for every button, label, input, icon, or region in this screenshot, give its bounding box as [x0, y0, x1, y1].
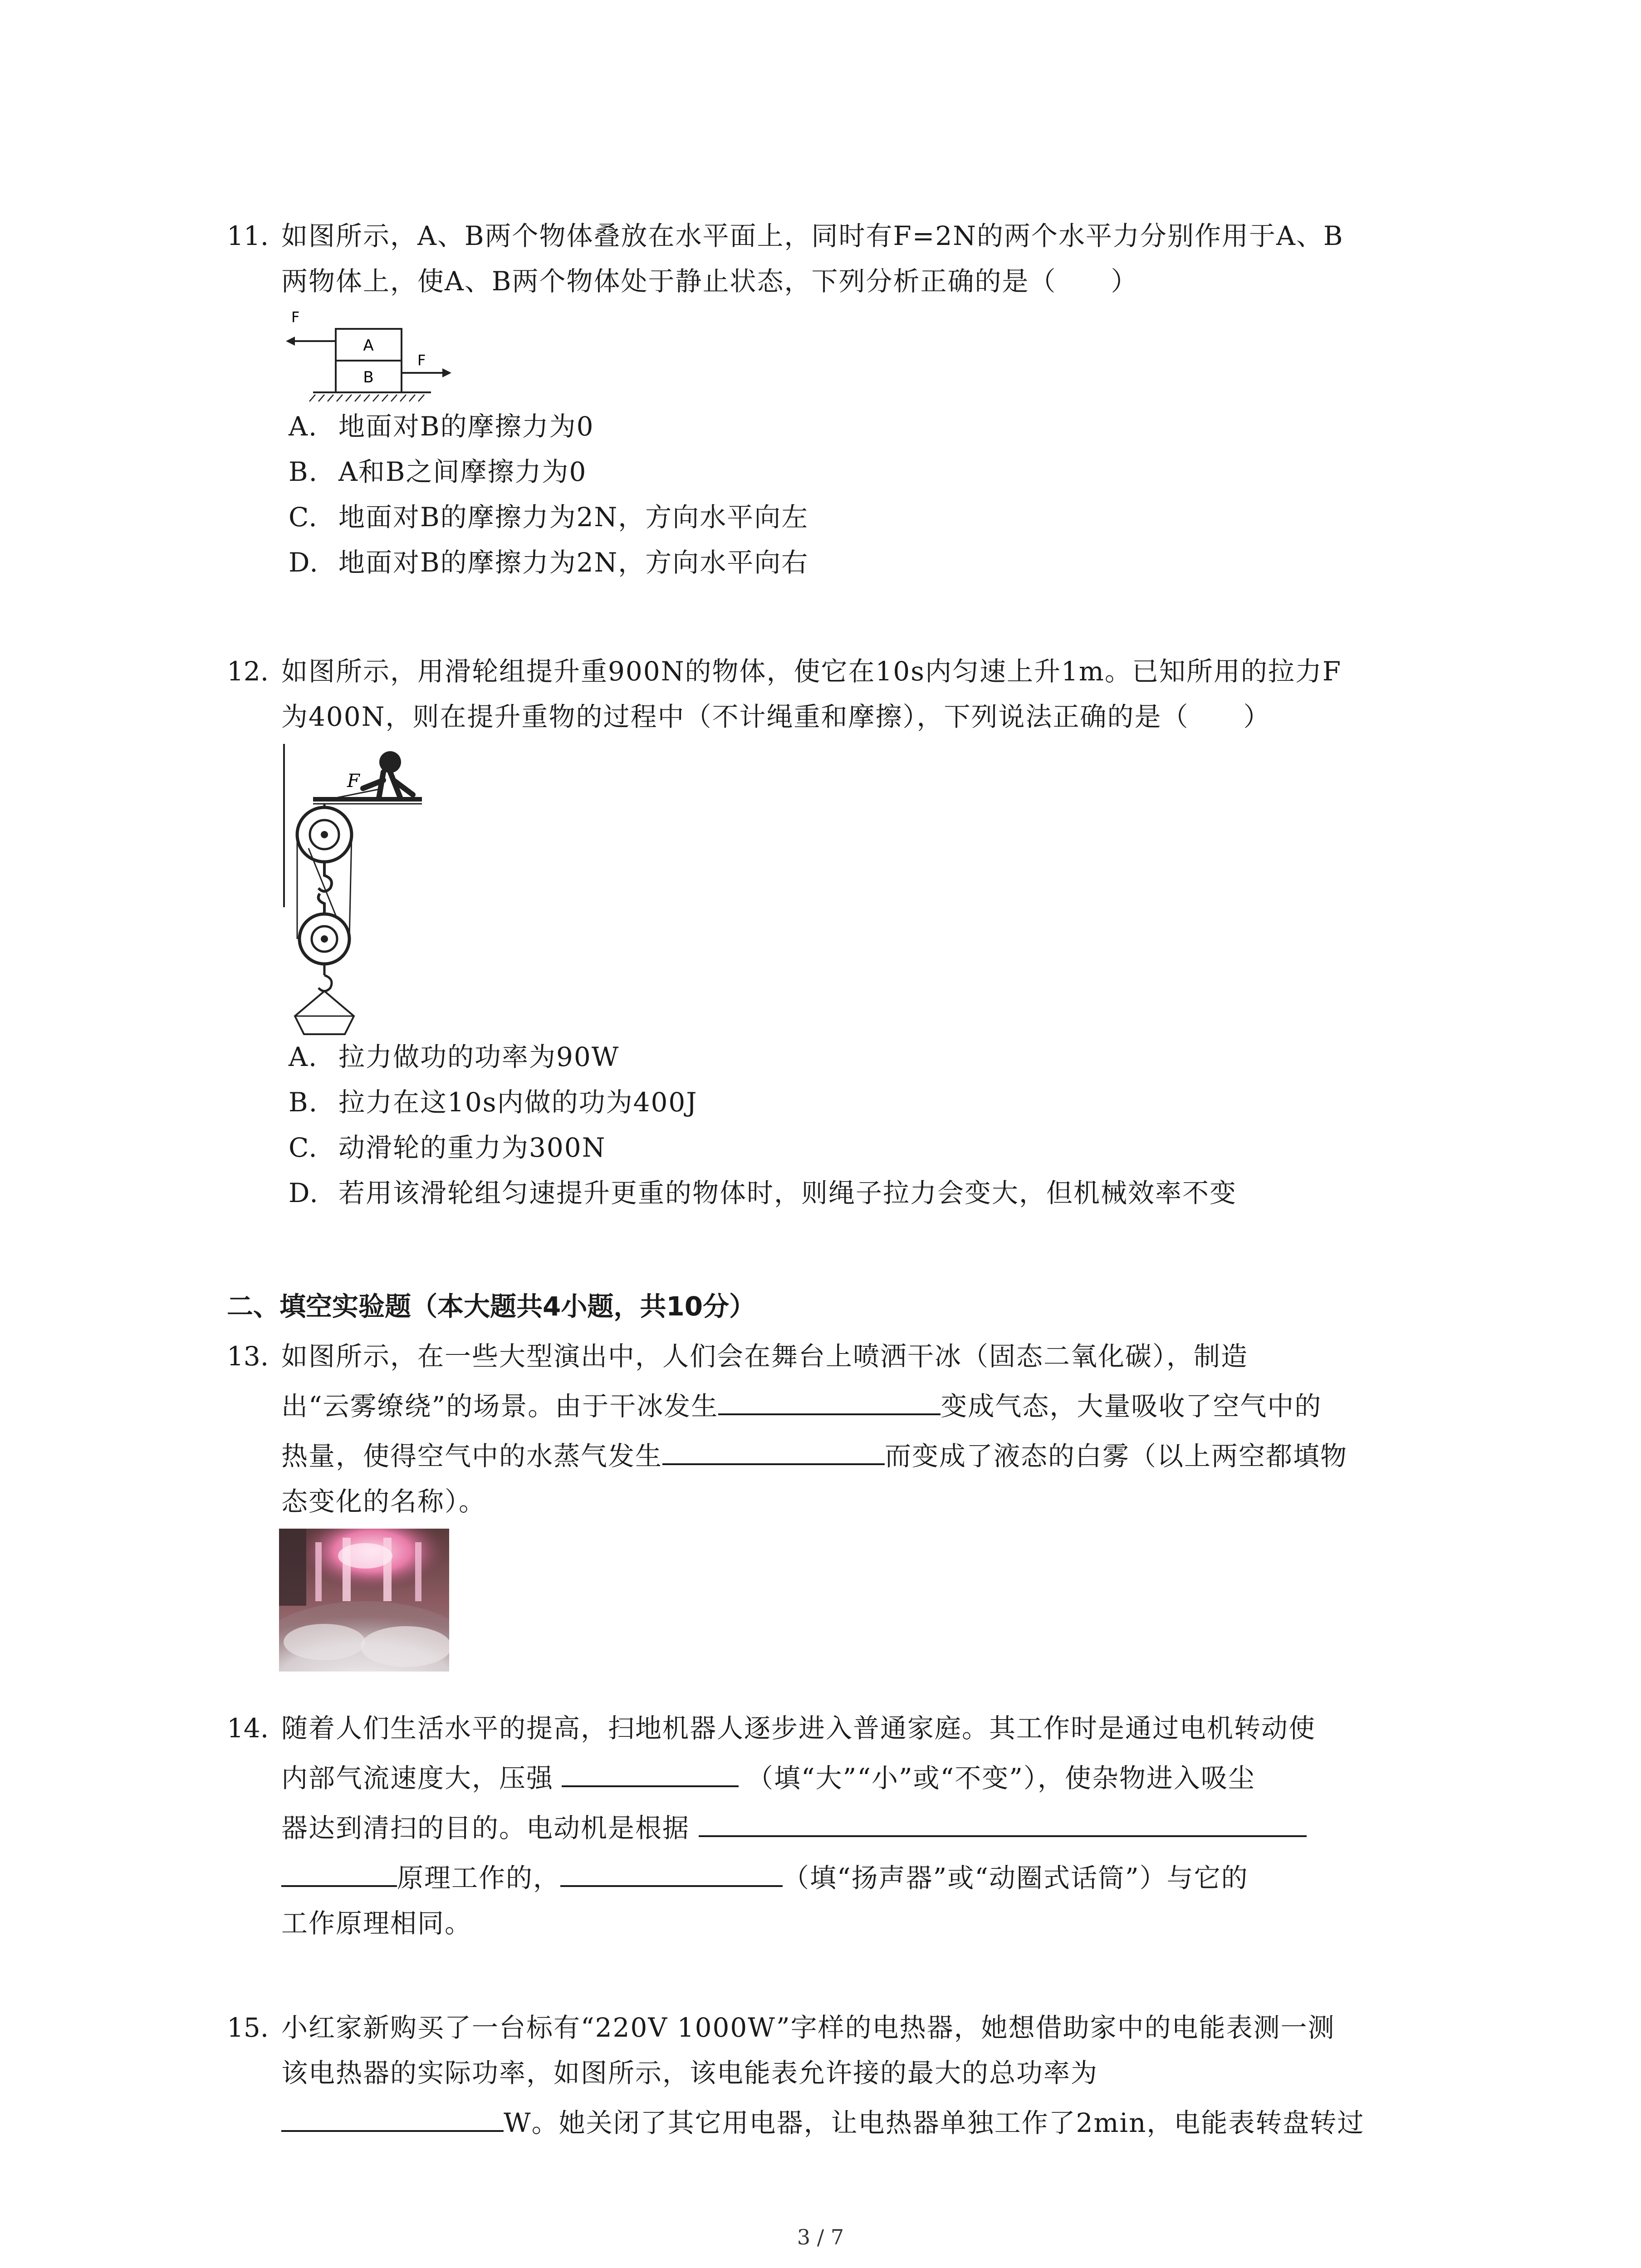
- q12-text-line1: 如图所示，用滑轮组提升重900N的物体，使它在10s内匀速上升1m。已知所用的拉力F: [281, 656, 1342, 687]
- option-letter: C.: [289, 1132, 318, 1163]
- q14-blank-2-continued[interactable]: [281, 1861, 397, 1887]
- q11-label-b: B: [363, 368, 374, 386]
- q13-blank-2[interactable]: [662, 1439, 885, 1465]
- option-letter: D.: [289, 1178, 319, 1208]
- option-letter: B.: [289, 1087, 318, 1118]
- q15-text-line1: 小红家新购买了一台标有“220V 1000W”字样的电热器，她想借助家中的电能表测一测: [281, 2012, 1335, 2043]
- q13-text-line1: 如图所示，在一些大型演出中，人们会在舞台上喷洒干冰（固态二氧化碳），制造: [281, 1341, 1249, 1372]
- q14-text-line5: 工作原理相同。: [281, 1908, 472, 1939]
- q13-line2-before: 出“云雾缭绕”的场景。由于干冰发生: [281, 1391, 719, 1422]
- q11-text-line2: 两物体上，使A、B两个物体处于静止状态，下列分析正确的是（ ）: [281, 266, 1138, 297]
- q13-blank-1[interactable]: [718, 1389, 941, 1415]
- q13-line3-after: 而变成了液态的白雾（以上两空都填物: [885, 1441, 1348, 1471]
- option-text: A和B之间摩擦力为0: [338, 456, 587, 487]
- q11-label-f-left: F: [291, 308, 300, 326]
- q11-block-figure: [281, 304, 472, 404]
- option-letter: D.: [289, 547, 319, 578]
- q14-text-line4: [281, 1860, 1249, 1896]
- option-letter: A.: [289, 1041, 318, 1072]
- q11-number: 11.: [227, 220, 269, 251]
- option-text: 若用该滑轮组匀速提升更重的物体时，则绳子拉力会变大，但机械效率不变: [338, 1178, 1237, 1208]
- stage-fog-photo: [279, 1529, 449, 1672]
- q13-number: 13.: [227, 1341, 269, 1372]
- q11-text-line1: 如图所示，A、B两个物体叠放在水平面上，同时有F=2N的两个水平力分别作用于A、B: [281, 220, 1344, 251]
- option-letter: B.: [289, 456, 318, 487]
- option-text: 地面对B的摩擦力为0: [338, 411, 594, 442]
- q14-line3-text: 器达到清扫的目的。电动机是根据: [281, 1813, 690, 1843]
- option-letter: C.: [289, 502, 318, 533]
- q11-option-a: [289, 408, 594, 445]
- page-number: 3 / 7: [797, 2225, 844, 2249]
- q13-text-line2: [281, 1388, 1322, 1424]
- option-text: 地面对B的摩擦力为2N，方向水平向左: [338, 502, 809, 533]
- q11-option-d: [289, 544, 808, 581]
- q15-number: 15.: [227, 2012, 269, 2043]
- q14-line2-after: （填“大”“小”或“不变”），使杂物进入吸尘: [747, 1763, 1255, 1794]
- q12-option-a: [289, 1039, 619, 1075]
- q12-pulley-figure: [281, 744, 445, 1039]
- q12-text-line2: 为400N，则在提升重物的过程中（不计绳重和摩擦），下列说法正确的是（ ）: [281, 701, 1271, 732]
- q13-text-line3: [281, 1438, 1347, 1474]
- q14-blank-2[interactable]: [699, 1811, 1307, 1837]
- q15-blank-1[interactable]: [281, 2106, 504, 2132]
- q14-text-line1: 随着人们生活水平的提高，扫地机器人逐步进入普通家庭。其工作时是通过电机转动使: [281, 1713, 1316, 1744]
- q14-number: 14.: [227, 1713, 269, 1744]
- q14-line4-after: （填“扬声器”或“动圈式话筒”）与它的: [783, 1862, 1249, 1893]
- q15-text-line2: 该电热器的实际功率，如图所示，该电能表允许接的最大的总功率为: [281, 2058, 1098, 2088]
- q12-label-f: F: [347, 771, 360, 792]
- q12-option-d: [289, 1175, 1237, 1211]
- q12-option-b: [289, 1084, 698, 1120]
- q11-label-a: A: [363, 337, 374, 355]
- q12-option-c: [289, 1129, 606, 1166]
- q11-label-f-right: F: [417, 352, 426, 369]
- q15-text-line3: [281, 2105, 1364, 2141]
- q15-line3-text: W。她关闭了其它用电器，让电热器单独工作了2min，电能表转盘转过: [504, 2107, 1365, 2138]
- q11-option-c: [289, 499, 808, 535]
- q14-line2-before: 内部气流速度大，压强: [281, 1763, 554, 1794]
- q14-blank-3[interactable]: [560, 1861, 783, 1887]
- section-heading: 二、填空实验题（本大题共4小题，共10分）: [227, 1291, 756, 1322]
- q14-text-line3: [281, 1810, 1307, 1846]
- option-letter: A.: [289, 411, 318, 442]
- q13-text-line4: 态变化的名称）。: [281, 1486, 486, 1517]
- option-text: 地面对B的摩擦力为2N，方向水平向右: [338, 547, 809, 578]
- q11-option-b: [289, 454, 587, 490]
- q13-line2-after: 变成气态，大量吸收了空气中的: [941, 1391, 1322, 1422]
- q14-blank-1[interactable]: [562, 1761, 739, 1787]
- q14-line4-before: 原理工作的，: [397, 1862, 561, 1893]
- q13-line3-before: 热量，使得空气中的水蒸气发生: [281, 1441, 663, 1471]
- option-text: 拉力做功的功率为90W: [338, 1041, 620, 1072]
- q12-number: 12.: [227, 656, 269, 687]
- option-text: 动滑轮的重力为300N: [338, 1132, 606, 1163]
- option-text: 拉力在这10s内做的功为400J: [338, 1087, 698, 1118]
- q14-text-line2: [281, 1760, 1255, 1796]
